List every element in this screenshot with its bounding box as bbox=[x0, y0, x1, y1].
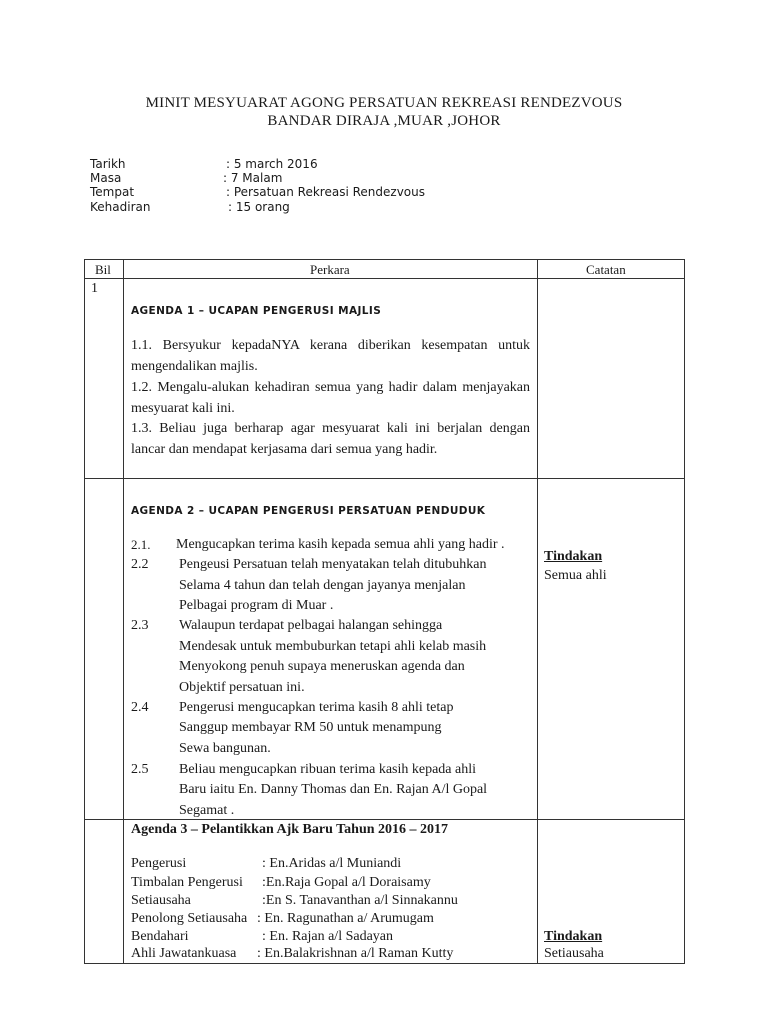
action-value: Semua ahli bbox=[544, 568, 607, 583]
role-name: :En.Raja Gopal a/l Doraisamy bbox=[262, 875, 431, 890]
table-col-divider-1 bbox=[123, 259, 124, 963]
role-label: Ahli Jawatankuasa bbox=[131, 946, 237, 961]
role-name: : En.Aridas a/l Muniandi bbox=[262, 856, 402, 871]
table-row-divider-2 bbox=[84, 819, 684, 820]
role-label: Timbalan Pengerusi bbox=[131, 875, 243, 890]
item-line: Pelbagai program di Muar . bbox=[179, 598, 334, 613]
document-title-line2: BANDAR DIRAJA ,MUAR ,JOHOR bbox=[267, 113, 501, 129]
role-name: : En.Balakrishnan a/l Raman Kutty bbox=[257, 946, 454, 961]
item-line: Objektif persatuan ini. bbox=[179, 680, 305, 695]
table-col-divider-2 bbox=[537, 259, 538, 963]
agenda-3-title: Agenda 3 – Pelantikkan Ajk Baru Tahun 2016 – 2017 bbox=[131, 822, 449, 837]
header-perkara: Perkara bbox=[310, 262, 350, 277]
role-label: Setiausaha bbox=[131, 893, 191, 908]
header-bil: Bil bbox=[95, 262, 111, 277]
action-label-text: Tindakan bbox=[544, 929, 603, 944]
item-number: 2.5 bbox=[131, 762, 149, 777]
item-line: Pengeusi Persatuan telah menyatakan telah ditubuhkan bbox=[179, 557, 487, 572]
role-name: : En. Rajan a/l Sadayan bbox=[262, 929, 394, 944]
agenda-1-item: 1.3. Beliau juga berharap agar mesyuarat kali ini berjalan dengan lancar dan mendapat kerjasama dari semua yang hadir. bbox=[131, 421, 530, 457]
item-line: Mengucapkan terima kasih kepada semua ahli yang hadir . bbox=[176, 537, 505, 552]
meta-value: : 7 Malam bbox=[223, 171, 283, 185]
agenda-2-title: AGENDA 2 – UCAPAN PENGERUSI PERSATUAN PENDUDUK bbox=[131, 505, 486, 517]
document-title-line1: MINIT MESYUARAT AGONG PERSATUAN REKREASI RENDEZVOUS bbox=[145, 95, 623, 111]
role-label: Bendahari bbox=[131, 929, 189, 944]
row-number: 1 bbox=[91, 281, 98, 296]
item-line: Segamat . bbox=[179, 803, 235, 818]
meta-label: Kehadiran bbox=[90, 200, 151, 214]
agenda-1-title: AGENDA 1 – UCAPAN PENGERUSI MAJLIS bbox=[131, 305, 382, 317]
role-name: :En S. Tanavanthan a/l Sinnakannu bbox=[262, 893, 458, 908]
item-line: Mendesak untuk membuburkan tetapi ahli kelab masih bbox=[179, 639, 487, 654]
item-line: Pengerusi mengucapkan terima kasih 8 ahli tetap bbox=[179, 700, 454, 715]
agenda-1-item: 1.2. Mengalu-alukan kehadiran semua yang hadir dalam menjayakan mesyuarat kali ini. bbox=[131, 380, 530, 416]
item-line: Sewa bangunan. bbox=[179, 741, 271, 756]
role-label: Pengerusi bbox=[131, 856, 187, 871]
item-line: Baru iaitu En. Danny Thomas dan En. Rajan A/l Gopal bbox=[179, 782, 488, 797]
agenda-1-item: 1.1. Bersyukur kepadaNYA kerana diberikan kesempatan untuk mengendalikan majlis. bbox=[131, 338, 530, 374]
meta-value: : 15 orang bbox=[228, 200, 290, 214]
meta-label: Tarikh bbox=[90, 157, 126, 171]
meta-value: : Persatuan Rekreasi Rendezvous bbox=[226, 185, 425, 199]
table-header-divider bbox=[84, 278, 684, 279]
item-number: 2.3 bbox=[131, 618, 149, 633]
item-number: 2.1. bbox=[131, 537, 151, 552]
item-line: Walaupun terdapat pelbagai halangan sehingga bbox=[179, 618, 443, 633]
item-number: 2.4 bbox=[131, 700, 149, 715]
item-line: Sanggup membayar RM 50 untuk menampung bbox=[179, 720, 442, 735]
role-label: Penolong Setiausaha bbox=[131, 911, 248, 926]
item-line: Beliau mengucapkan ribuan terima kasih kepada ahli bbox=[179, 762, 477, 777]
meta-label: Masa bbox=[90, 171, 122, 185]
action-label bbox=[544, 549, 602, 565]
action-value: Setiausaha bbox=[544, 946, 604, 961]
action-label bbox=[544, 929, 602, 945]
meta-value: : 5 march 2016 bbox=[226, 157, 318, 171]
table-row-divider-1 bbox=[84, 478, 684, 479]
item-line: Menyokong penuh supaya meneruskan agenda dan bbox=[179, 659, 465, 674]
header-catatan: Catatan bbox=[586, 262, 626, 277]
action-label-text: Tindakan bbox=[544, 549, 603, 564]
item-line: Selama 4 tahun dan telah dengan jayanya menjalan bbox=[179, 578, 466, 593]
meta-label: Tempat bbox=[90, 185, 135, 199]
item-number: 2.2 bbox=[131, 557, 149, 572]
role-name: : En. Ragunathan a/ Arumugam bbox=[257, 911, 434, 926]
